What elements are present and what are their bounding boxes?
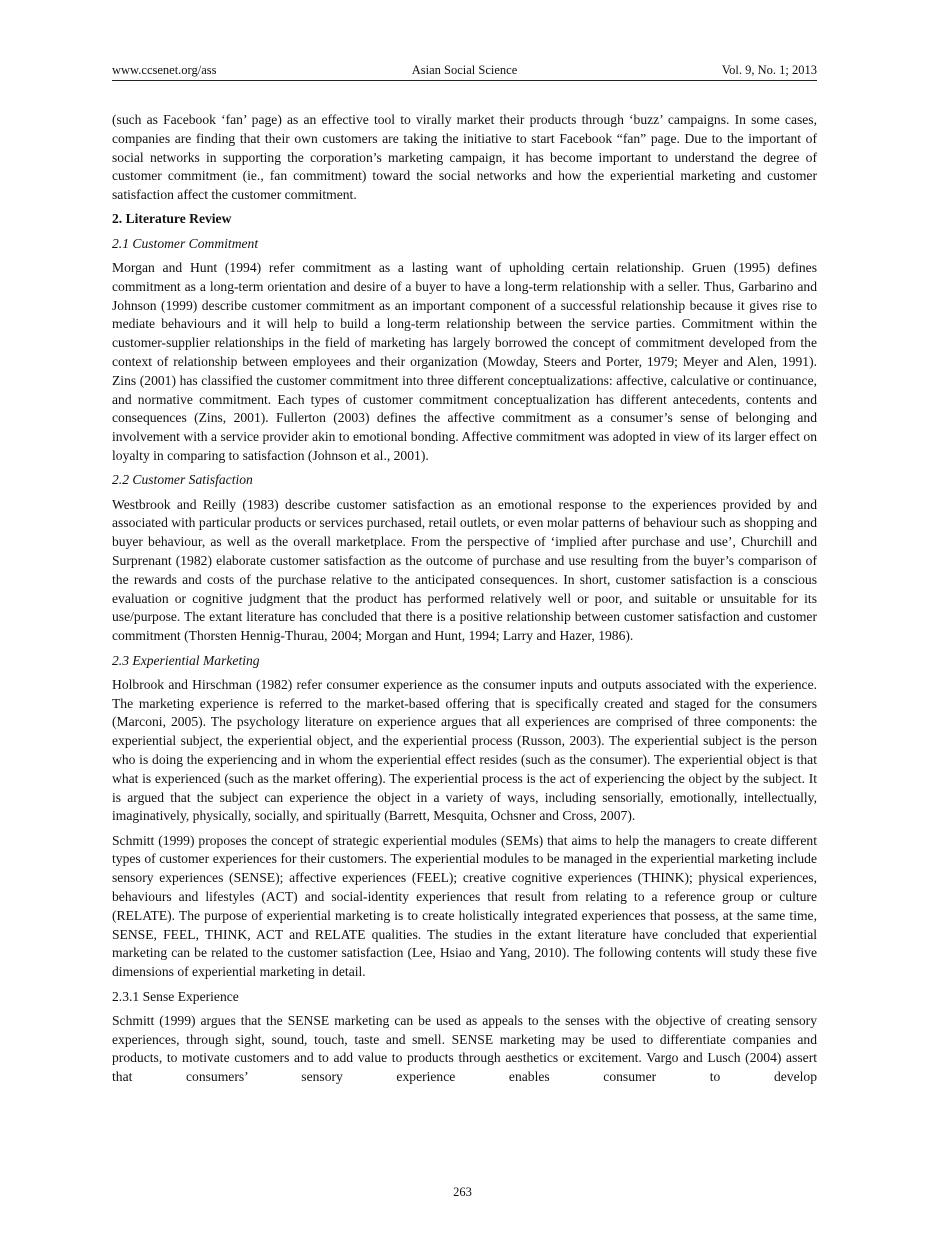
- subsection-heading-customer-satisfaction: 2.2 Customer Satisfaction: [112, 472, 253, 488]
- paragraph: Westbrook and Reilly (1983) describe customer satisfaction as an emotional response to the experiences provided by and associated with particular products or services purchased, retail outlets, or even molar patterns of behaviour such as shopping and buyer behaviour, as well as the overall marketplace. From the perspective of ‘implied after purchase and use’, Churchill and Surprenant (1982) elaborate customer satisfaction as the outcome of purchase and use resulting from the buyer’s comparison of the rewards and costs of the purchase relative to the anticipated consequences. In short, customer satisfaction is a conscious evaluation or cognitive judgment that the product has performed relatively well or poor, and suitable or unsuitable for its use/purpose. The extant literature has concluded that there is a positive relationship between customer satisfaction and customer commitment (Thorsten Hennig-Thurau, 2004; Morgan and Hunt, 1994; Larry and Hazer, 1986).: [112, 496, 817, 644]
- journal-title: Asian Social Science: [411, 63, 518, 77]
- volume-info: Vol. 9, No. 1; 2013: [721, 63, 817, 77]
- subsection-heading-experiential-marketing: 2.3 Experiential Marketing: [112, 652, 260, 668]
- subsection-heading-customer-commitment: 2.1 Customer Commitment: [112, 235, 259, 251]
- page-number: 263: [453, 1185, 472, 1199]
- intro-paragraph: (such as Facebook ‘fan’ page) as an effective tool to virally market their products through ‘buzz’ campaigns. In some cases, companies are finding that their own customers are taking the initiative to start Facebook “fan” page. Due to the important of social networks in supporting the corporation’s marketing campaign, it has become important to understand the degree of customer commitment (ie., fan commitment) toward the social networks and how the experiential marketing and customer satisfaction affect the customer commitment.: [112, 112, 817, 203]
- running-header: [112, 62, 817, 81]
- journal-url: www.ccsenet.org/ass: [112, 63, 217, 77]
- paragraph: Schmitt (1999) argues that the SENSE marketing can be used as appeals to the senses with the objective of creating sensory experiences, through sight, sound, touch, taste and smell. SENSE marketing may be used to differentiate companies and products, to motivate customers and to add value to products through aesthetics or excitement. Vargo and Lusch (2004) assert that consumers’ sensory experience enables consumer to develop: [112, 1012, 817, 1085]
- section-heading-literature-review: 2. Literature Review: [112, 211, 232, 227]
- paragraph: Holbrook and Hirschman (1982) refer consumer experience as the consumer inputs and outputs associated with the experience. The marketing experience is referred to the market-based offering that is specifically created and staged for the consumers (Marconi, 2005). The psychology literature on experience argues that all experiences are comprised of three components: the experiential subject, the experiential object, and the experiential process (Russon, 2003). The experiential subject is the person who is doing the experiencing and in whom the experiential effect resides (such as the consumer). The experiential object is that what is experienced (such as the market offering). The experiential process is the act of experiencing the object by the subject. It is argued that the subject can experience the object in a variety of ways, including sensorially, emotionally, intellectually, imaginatively, physically, socially, and spiritually (Barrett, Mesquita, Ochsner and Cross, 2007).: [112, 676, 817, 824]
- subsubsection-heading-sense-experience: 2.3.1 Sense Experience: [112, 988, 239, 1004]
- paragraph: Morgan and Hunt (1994) refer commitment as a lasting want of upholding certain relationship. Gruen (1995) defines commitment as a long-term orientation and desire of a buyer to have a long-term relationship with a seller. Thus, Garbarino and Johnson (1999) describe customer commitment as an important component of a successful relationship because it gives rise to mediate behaviours and it will help to build a long-term relationship between the service parties. Commitment within the customer-supplier relationships in the field of marketing has largely borrowed the concept of commitment developed from the context of relationship between employees and their organization (Mowday, Steers and Porter, 1979; Meyer and Alen, 1991). Zins (2001) has classified the customer commitment into three different conceptualizations: affective, calculative or continuance, and normative commitment. Each types of customer commitment conceptualization has different antecedents, contents and consequences (Zins, 2001). Fullerton (2003) defines the affective commitment as a consumer’s sense of belonging and involvement with a service provider akin to emotional bonding. Affective commitment was adopted in view of its larger effect on loyalty in comparing to satisfaction (Johnson et al., 2001).: [112, 260, 817, 464]
- page-body: [112, 111, 817, 1093]
- paragraph: Schmitt (1999) proposes the concept of strategic experiential modules (SEMs) that aims to help the managers to create different types of customer experiences for their customers. The experiential modules to be managed in the experiential marketing include sensory experiences (SENSE); affective experiences (FEEL); creative cognitive experiences (THINK); physical experiences, behaviours and lifestyles (ACT) and social-identity experiences that result from relating to a reference group or culture (RELATE). The purpose of experiential marketing is to create holistically integrated experiences that possess, at the same time, SENSE, FEEL, THINK, ACT and RELATE qualities. The studies in the extant literature have concluded that experiential marketing can be related to the customer satisfaction (Lee, Hsiao and Yang, 2010). The following contents will study these five dimensions of experiential marketing in detail.: [112, 832, 817, 980]
